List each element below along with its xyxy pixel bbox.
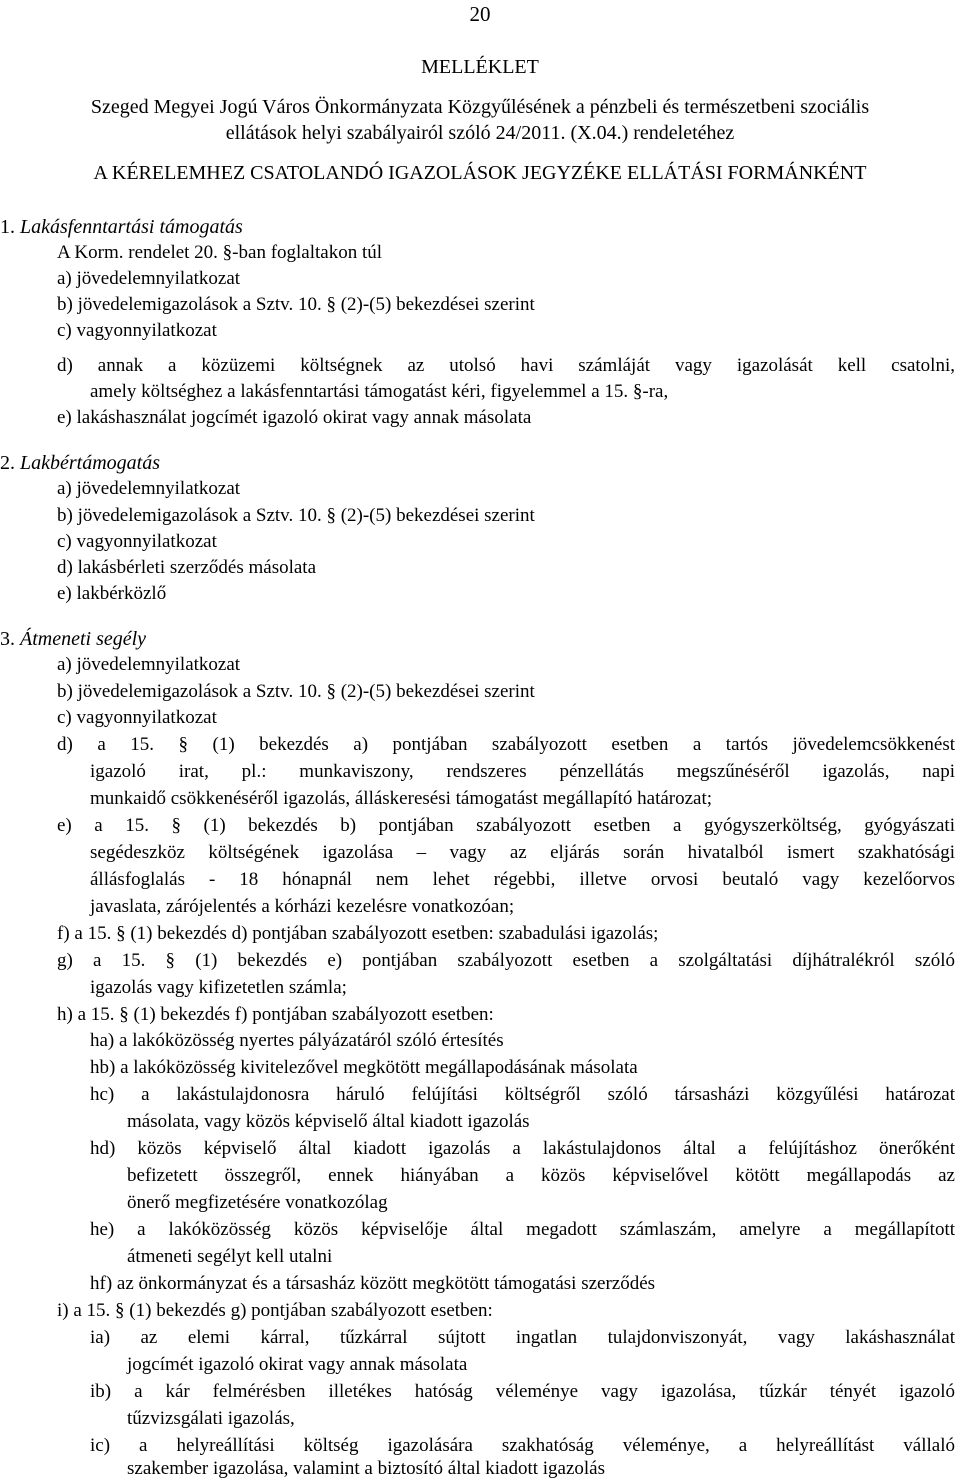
section-2-number: 2. bbox=[0, 452, 15, 474]
s3-item-d: d) a 15. § (1) bekezdés a) pontjában szabályozott esetben a tartós jövedelemcsökkenést bbox=[57, 734, 955, 755]
s3-item-hf: hf) az önkormányzat és a társasház között megkötött támogatási szerződés bbox=[90, 1273, 656, 1294]
s3-item-g-cont: igazolás vagy kifizetetlen számla; bbox=[90, 977, 347, 998]
s3-item-hc: hc) a lakástulajdonosra háruló felújítási költségről szóló társasházi közgyűlési határozat bbox=[90, 1084, 955, 1105]
s3-item-he: he) a lakóközösség közös képviselője által megadott számlaszám, amelyre a megállapított bbox=[90, 1219, 955, 1240]
s2-item-d: d) lakásbérleti szerződés másolata bbox=[57, 557, 317, 578]
subtitle-line-1: Szeged Megyei Jogú Város Önkormányzata Közgyűlésének a pénzbeli és természetbeni szociális bbox=[90, 96, 870, 118]
s3-item-g: g) a 15. § (1) bekezdés e) pontjában szabályozott esetben a szolgáltatási díjhátralékról szóló bbox=[57, 950, 955, 971]
section-3-name: Átmeneti segély bbox=[20, 628, 147, 650]
s2-item-c: c) vagyonnyilatkozat bbox=[57, 531, 217, 552]
subtitle-line-2: ellátások helyi szabályairól szóló 24/2011. (X.04.) rendeletéhez bbox=[225, 122, 735, 144]
s3-item-ic-cont: szakember igazolása, valamint a biztosító által kiadott igazolás bbox=[127, 1458, 605, 1479]
s2-item-e: e) lakbérközlő bbox=[57, 583, 167, 604]
s3-item-hc-cont: másolata, vagy közös képviselő által kiadott igazolás bbox=[127, 1111, 530, 1132]
s3-item-ic: ic) a helyreállítási költség igazolására szakhatóság véleménye, a helyreállítást vállaló bbox=[90, 1435, 955, 1456]
section-1-title bbox=[0, 216, 243, 239]
list-title: A KÉRELEMHEZ CSATOLANDÓ IGAZOLÁSOK JEGYZÉKE ELLÁTÁSI FORMÁNKÉNT bbox=[93, 162, 867, 184]
s3-item-ib: ib) a kár felmérésben illetékes hatóság véleménye vagy igazolása, tűzkár tényét igazoló bbox=[90, 1381, 955, 1402]
s1-item-c: c) vagyonnyilatkozat bbox=[57, 320, 217, 341]
s2-item-b: b) jövedelemigazolások a Sztv. 10. § (2)-(5) bekezdései szerint bbox=[57, 505, 535, 526]
s3-item-b: b) jövedelemigazolások a Sztv. 10. § (2)-(5) bekezdései szerint bbox=[57, 681, 535, 702]
s3-item-i: i) a 15. § (1) bekezdés g) pontjában szabályozott esetben: bbox=[57, 1300, 493, 1321]
s3-item-he-cont: átmeneti segélyt kell utalni bbox=[127, 1246, 333, 1267]
s3-item-ib-cont: tűzvizsgálati igazolás, bbox=[127, 1408, 295, 1429]
s3-item-hb: hb) a lakóközösség kivitelezővel megkötött megállapodásának másolata bbox=[90, 1057, 638, 1078]
s1-item-d: d) annak a közüzemi költségnek az utolsó havi számláját vagy igazolását kell csatolni, bbox=[57, 355, 955, 376]
s1-item-d-cont: amely költséghez a lakásfenntartási támogatást kéri, figyelemmel a 15. §-ra, bbox=[90, 381, 669, 402]
s3-item-hd-cont-1: befizetett összegről, ennek hiányában a közös képviselővel kötött megállapodás az bbox=[127, 1165, 955, 1186]
section-2-title bbox=[0, 452, 160, 475]
s3-item-e: e) a 15. § (1) bekezdés b) pontjában szabályozott esetben a gyógyszerköltség, gyógyászati bbox=[57, 815, 955, 836]
s3-item-a: a) jövedelemnyilatkozat bbox=[57, 654, 241, 675]
s3-item-d-cont-2: munkaidő csökkenéséről igazolás, álláskeresési támogatást megállapító határozat; bbox=[90, 788, 713, 809]
section-1-name: Lakásfenntartási támogatás bbox=[20, 216, 243, 238]
s1-item-b: b) jövedelemigazolások a Sztv. 10. § (2)-(5) bekezdései szerint bbox=[57, 294, 535, 315]
section-1-number: 1. bbox=[0, 216, 15, 238]
section-1-intro: A Korm. rendelet 20. §-ban foglaltakon túl bbox=[57, 242, 383, 263]
s3-item-h: h) a 15. § (1) bekezdés f) pontjában szabályozott esetben: bbox=[57, 1004, 494, 1025]
s3-item-ia: ia) az elemi kárral, tűzkárral sújtott ingatlan tulajdonviszonyát, vagy lakáshasználat bbox=[90, 1327, 955, 1348]
s3-item-ha: ha) a lakóközösség nyertes pályázatáról szóló értesítés bbox=[90, 1030, 504, 1051]
section-3-number: 3. bbox=[0, 628, 15, 650]
s3-item-hd-cont-2: önerő megfizetésére vonatkozólag bbox=[127, 1192, 388, 1213]
annex-heading: MELLÉKLET bbox=[421, 56, 539, 78]
s3-item-d-cont-1: igazoló irat, pl.: munkaviszony, rendszeres pénzellátás megszűnéséről igazolás, napi bbox=[90, 761, 955, 782]
section-3-title bbox=[0, 628, 146, 651]
s3-item-c: c) vagyonnyilatkozat bbox=[57, 707, 217, 728]
page-number: 20 bbox=[469, 2, 491, 26]
s3-item-e-cont-3: javaslata, zárójelentés a kórházi kezelésre vonatkozóan; bbox=[90, 896, 515, 917]
s3-item-ia-cont: jogcímét igazoló okirat vagy annak másolata bbox=[127, 1354, 468, 1375]
s1-item-a: a) jövedelemnyilatkozat bbox=[57, 268, 241, 289]
s3-item-f: f) a 15. § (1) bekezdés d) pontjában szabályozott esetben: szabadulási igazolás; bbox=[57, 923, 659, 944]
s3-item-e-cont-2: állásfoglalás - 18 hónapnál nem lehet régebbi, illetve orvosi beutaló vagy kezelőorvos bbox=[90, 869, 955, 890]
s3-item-e-cont-1: segédeszköz költségének igazolása – vagy az eljárás során hivatalból ismert szakhatósági bbox=[90, 842, 955, 863]
s2-item-a: a) jövedelemnyilatkozat bbox=[57, 478, 241, 499]
s1-item-e: e) lakáshasználat jogcímét igazoló okirat vagy annak másolata bbox=[57, 407, 532, 428]
s3-item-hd: hd) közös képviselő által kiadott igazolás a lakástulajdonos által a felújításhoz önerőként bbox=[90, 1138, 955, 1159]
section-2-name: Lakbértámogatás bbox=[20, 452, 160, 474]
